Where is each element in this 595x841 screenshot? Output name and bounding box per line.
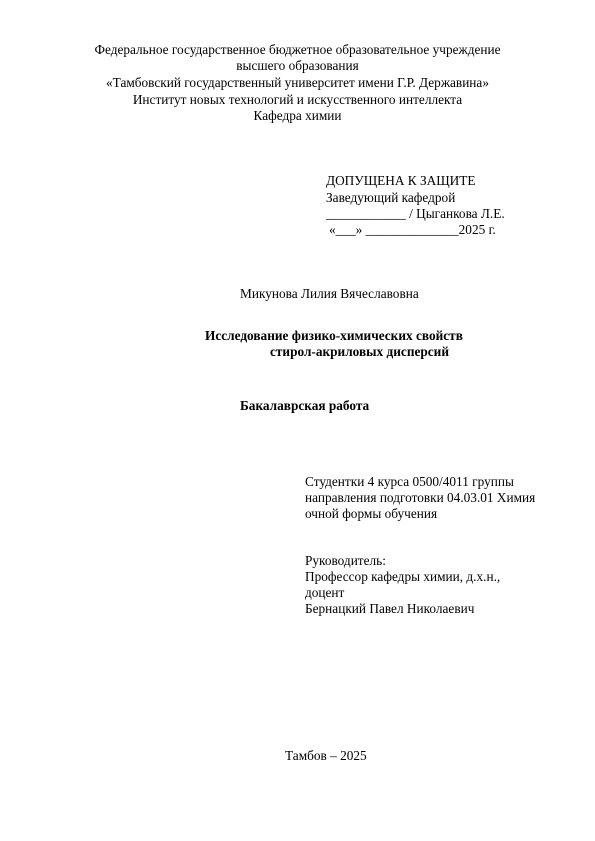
header-line-2: высшего образования [236,58,359,73]
student-info-line-3: очной формы обучения [305,506,438,521]
approval-signature-line: ____________ / Цыганкова Л.Е. [326,206,505,221]
supervisor-name: Бернацкий Павел Николаевич [305,601,475,616]
approval-role: Заведующий кафедрой [326,190,456,205]
header-line-1: Федеральное государственное бюджетное образовательное учреждение [94,42,501,57]
footer-city-year: Тамбов – 2025 [285,748,367,763]
header-line-4: Институт новых технологий и искусственного интеллекта [132,92,463,107]
student-info-line-2: направления подготовки 04.03.01 Химия [305,490,536,505]
supervisor-position-line-2: доцент [305,585,345,600]
thesis-title-line-1: Исследование физико-химических свойств [205,328,463,343]
author-name: Микунова Лилия Вячеславовна [240,286,419,301]
approval-title: ДОПУЩЕНА К ЗАЩИТЕ [326,173,476,188]
approval-date-line: «___» ______________2025 г. [329,222,496,237]
header-line-5: Кафедра химии [253,108,342,123]
thesis-title-line-2: стирол-акриловых дисперсий [270,344,450,359]
student-info-line-1: Студентки 4 курса 0500/4011 группы [305,474,514,489]
supervisor-label: Руководитель: [305,553,386,568]
header-line-3: «Тамбовский государственный университет имени Г.Р. Державина» [106,75,489,90]
supervisor-position-line-1: Профессор кафедры химии, д.х.н., [305,569,501,584]
work-type: Бакалаврская работа [240,398,370,413]
